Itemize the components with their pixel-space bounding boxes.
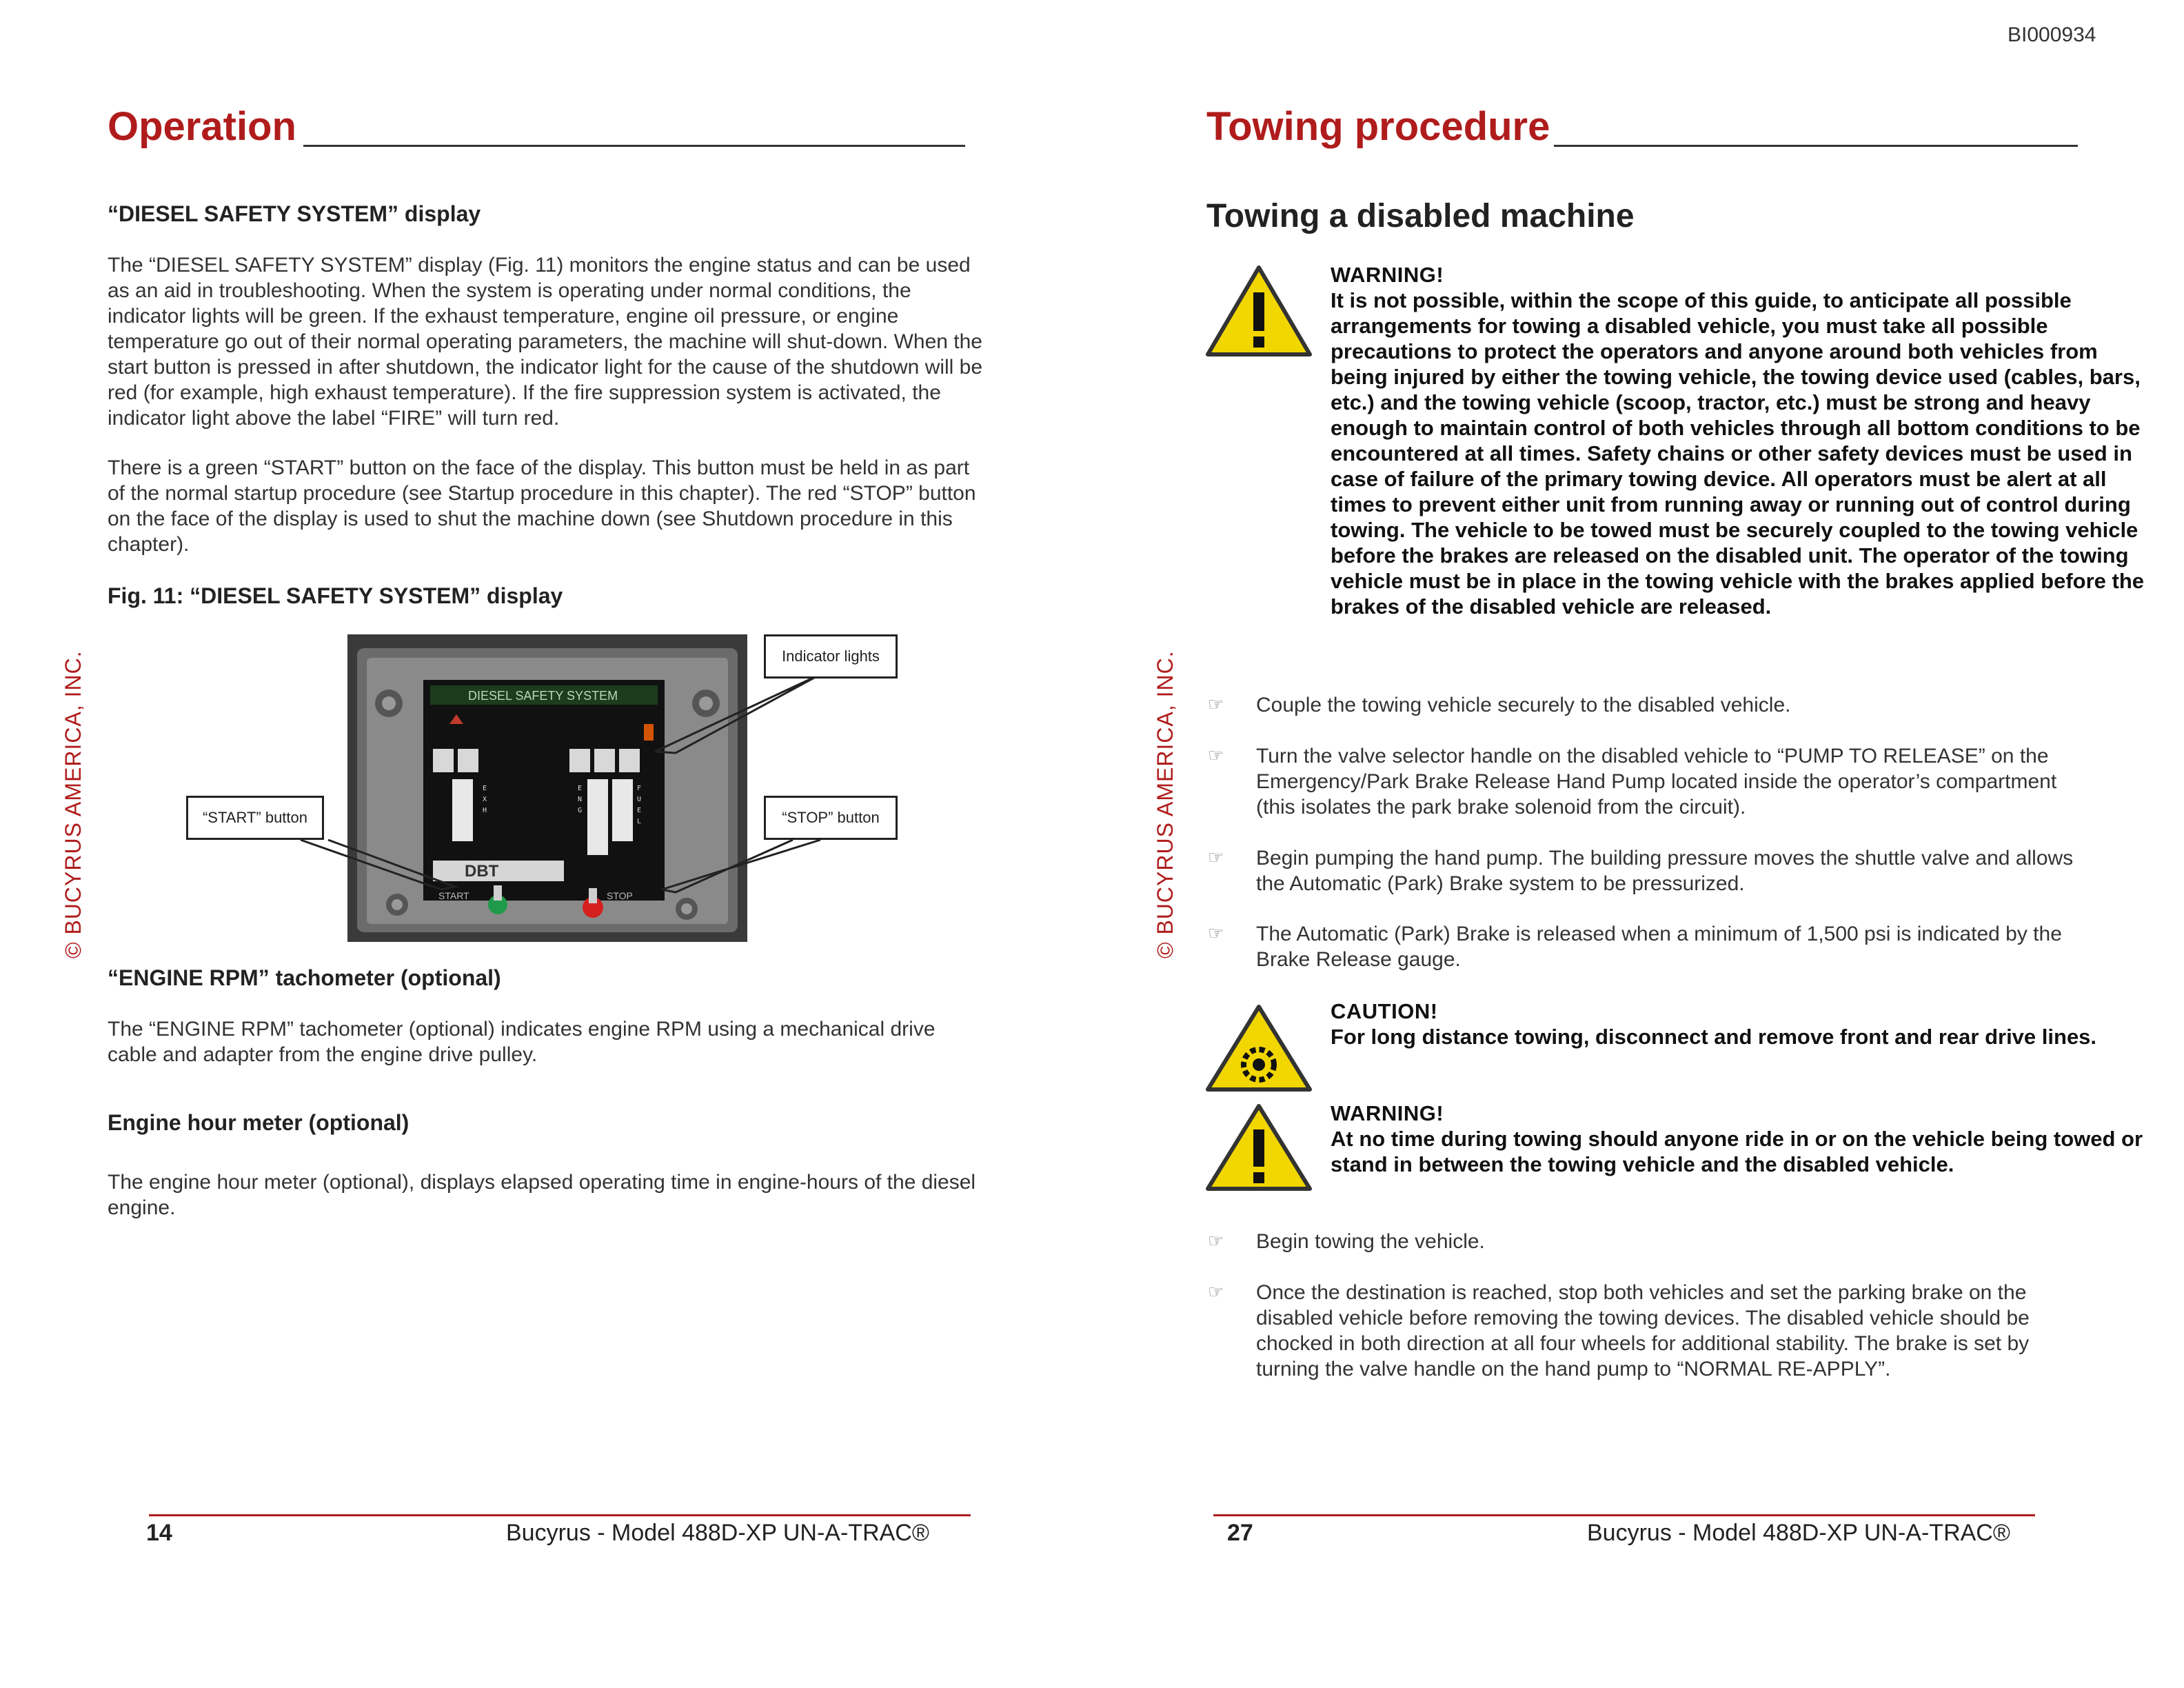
pointing-hand-icon: ☞ (1208, 1230, 1224, 1251)
panel-start-text: START (438, 890, 469, 901)
pointing-hand-icon: ☞ (1208, 923, 1224, 943)
paragraph-tachometer: The “ENGINE RPM” tachometer (optional) indicates engine RPM using a mechanical drive cable and adapter from the engine drive pulley. (108, 1018, 936, 1066)
svg-text:U: U (637, 796, 642, 803)
warning-block-2 (1331, 1101, 2151, 1177)
pointing-hand-icon: ☞ (1208, 745, 1224, 765)
warning-1-body: It is not possible, within the scope of this guide, to anticipate all possible arrangements for towing a disabled vehicle, you must take all possible precautions to protect the operators and anyone around both vehicles from being injured by either the towing vehicle, the towing device used (cables, bars, etc.) and the towing vehicle (scoop, tractor, etc.) must be strong and heavy enough to maintain control of both vehicles through all bottom conditions to be encountered at all times. Safety chains or other safety devices must be used in case of failure of the primary towing device. All operators must be alert at all times to prevent either unit from running away or running out of control during towing. The vehicle to be towed must be securely coupled to the towing vehicle before the brakes are released on the disabled unit. The operator of the towing vehicle must be in place in the towing vehicle with the brakes applied before the brakes of the disabled vehicle are released. (1331, 288, 2144, 619)
pointing-hand-icon: ☞ (1208, 847, 1224, 867)
callout-start-button: “START” button (186, 796, 324, 840)
svg-text:E: E (483, 785, 487, 792)
panel-badge-text: DBT (465, 862, 499, 881)
caution-block (1331, 998, 2151, 1049)
svg-text:N: N (578, 796, 583, 803)
pointing-hand-icon: ☞ (1208, 1281, 1224, 1302)
callout-leaders (0, 0, 1092, 965)
footer-rule (1213, 1514, 2035, 1516)
panel-stop-text: STOP (607, 890, 633, 901)
paragraph-display-overview: The “DIESEL SAFETY SYSTEM” display (Fig. 11) monitors the engine status and can be used as an aid in troubleshooting. When the system is operating under normal conditions, the indicator lights will be green. If the exhaust temperature, engine oil pressure, or engine temperature go out of their normal operating parameters, the machine will shut-down. When the start button is pressed in after shutdown, the indicator light for the cause of the shutdown will be red (for example, high exhaust temperature). If the fire suppression system is activated, the indicator light above the label “FIRE” will turn red. (108, 254, 983, 430)
footer-model: Bucyrus - Model 488D-XP UN-A-TRAC® (1587, 1520, 2010, 1546)
callout-indicator-lights: Indicator lights (764, 634, 898, 679)
svg-text:L: L (637, 818, 642, 825)
warning-2-body: At no time during towing should anyone ride in or on the vehicle being towed or stand in between the towing vehicle and the disabled vehicle. (1331, 1127, 2143, 1176)
callout-stop-button: “STOP” button (764, 796, 898, 840)
right-page: Towing procedure © BUCYRUS AMERICA, INC. Towing a disabled machine WARNING! It is not possible, within the scope of this guide, to anticipate all possible arrangements for towing a disabled vehicle, you must take all possible precautions to protect the operators and anyone around both vehicles from being injured by either the towing vehicle, the towing device used (cables, bars, etc.) and the towing vehicle (scoop, tractor, etc.) must be strong and heavy enough to maintain control of both vehicles through all bottom conditions to be encountered at all times. Safety chains or other safety devices must be used in case of failure of the primary towing device. All operators must be alert at all times to prevent either unit from running away or running out of control during towing. The vehicle to be towed must be securely coupled to the towing vehicle before the brakes are released on the disabled unit. The operator of the towing vehicle must be in place in the towing vehicle with the brakes applied before the brakes of the disabled vehicle are released. ☞ Couple the towing vehicle securely to the disabled vehicle. ☞ Turn the valve selector handle on the disabled vehicle to “PUMP TO RELEASE” on the Emergency/Park Brake Release Hand Pump located inside the operator’s compartment (this isolates the park brake solenoid from the circuit). ☞ Begin pumping the hand pump. The building pressure moves the shuttle valve and allows the Automatic (Park) Brake system to be pressurized. ☞ The Automatic (Park) Brake is released when a minimum of 1,500 psi is indicated by the Brake Release gauge. CAUTION! For long distance towing, disconnect and remove front and rear drive lines. WARNING! At no time during towing should anyone ride in or on the vehicle being towed or stand in between the towing vehicle and the disabled vehicle. ☞ Begin towing the vehicle. ☞ Once the destination is reached, stop both vehicles and set the parking brake on the disabled vehicle before removing the towing devices. The disabled vehicle should be chocked in both direction at all four wheels for additional stability. The brake is set by turning the valve handle on the hand pump to “NORMAL RE-APPLY”. 27 Bucyrus - Model 488D-XP UN-A-TRAC® (1092, 0, 2184, 1688)
footer-page-number: 27 (1227, 1520, 1253, 1546)
figure-caption: Fig. 11: “DIESEL SAFETY SYSTEM” display (108, 583, 563, 608)
footer-page-number: 14 (146, 1520, 172, 1546)
section-title-towing: Towing procedure (1206, 104, 1550, 149)
panel-title-text: DIESEL SAFETY SYSTEM (468, 689, 618, 703)
caution-gear-triangle-icon (1205, 1004, 1313, 1097)
svg-text:F: F (637, 785, 642, 792)
svg-text:H: H (483, 807, 487, 814)
section-title-operation: Operation (108, 104, 296, 149)
svg-text:X: X (483, 796, 487, 803)
copyright-vertical: © BUCYRUS AMERICA, INC. (1153, 650, 1177, 958)
copyright-vertical: © BUCYRUS AMERICA, INC. (61, 650, 85, 958)
paragraph-start-stop-buttons: There is a green “START” button on the face of the display. This button must be held in as part of the normal startup procedure (see Startup procedure in this chapter). The red “STOP” button on the face of the display is used to shut the machine down (see Shutdown procedure in this chapter). (108, 456, 976, 556)
subhead-hour-meter: Engine hour meter (optional) (108, 1110, 410, 1135)
warning-2-heading: WARNING! (1331, 1101, 1444, 1125)
footer-rule (149, 1514, 971, 1516)
caution-body: For long distance towing, disconnect and remove front and rear drive lines. (1331, 1025, 2097, 1049)
subhead-diesel-safety-display: “DIESEL SAFETY SYSTEM” display (108, 201, 481, 226)
caution-heading: CAUTION! (1331, 999, 1438, 1023)
warning-triangle-icon (1205, 1103, 1313, 1196)
warning-triangle-icon (1205, 265, 1313, 362)
warning-block-1 (1331, 262, 2151, 619)
footer-model: Bucyrus - Model 488D-XP UN-A-TRAC® (506, 1520, 929, 1546)
document-id: BI000934 (2008, 23, 2096, 46)
paragraph-hour-meter: The engine hour meter (optional), displays elapsed operating time in engine-hours of the diesel engine. (108, 1171, 976, 1219)
pointing-hand-icon: ☞ (1208, 694, 1224, 714)
svg-text:E: E (578, 785, 583, 792)
subhead-engine-rpm: “ENGINE RPM” tachometer (optional) (108, 965, 501, 990)
svg-text:E: E (637, 807, 642, 814)
title-rule (1554, 145, 2078, 147)
svg-text:G: G (578, 807, 583, 814)
warning-1-heading: WARNING! (1331, 263, 1444, 287)
heading-towing-disabled: Towing a disabled machine (1206, 198, 1635, 234)
